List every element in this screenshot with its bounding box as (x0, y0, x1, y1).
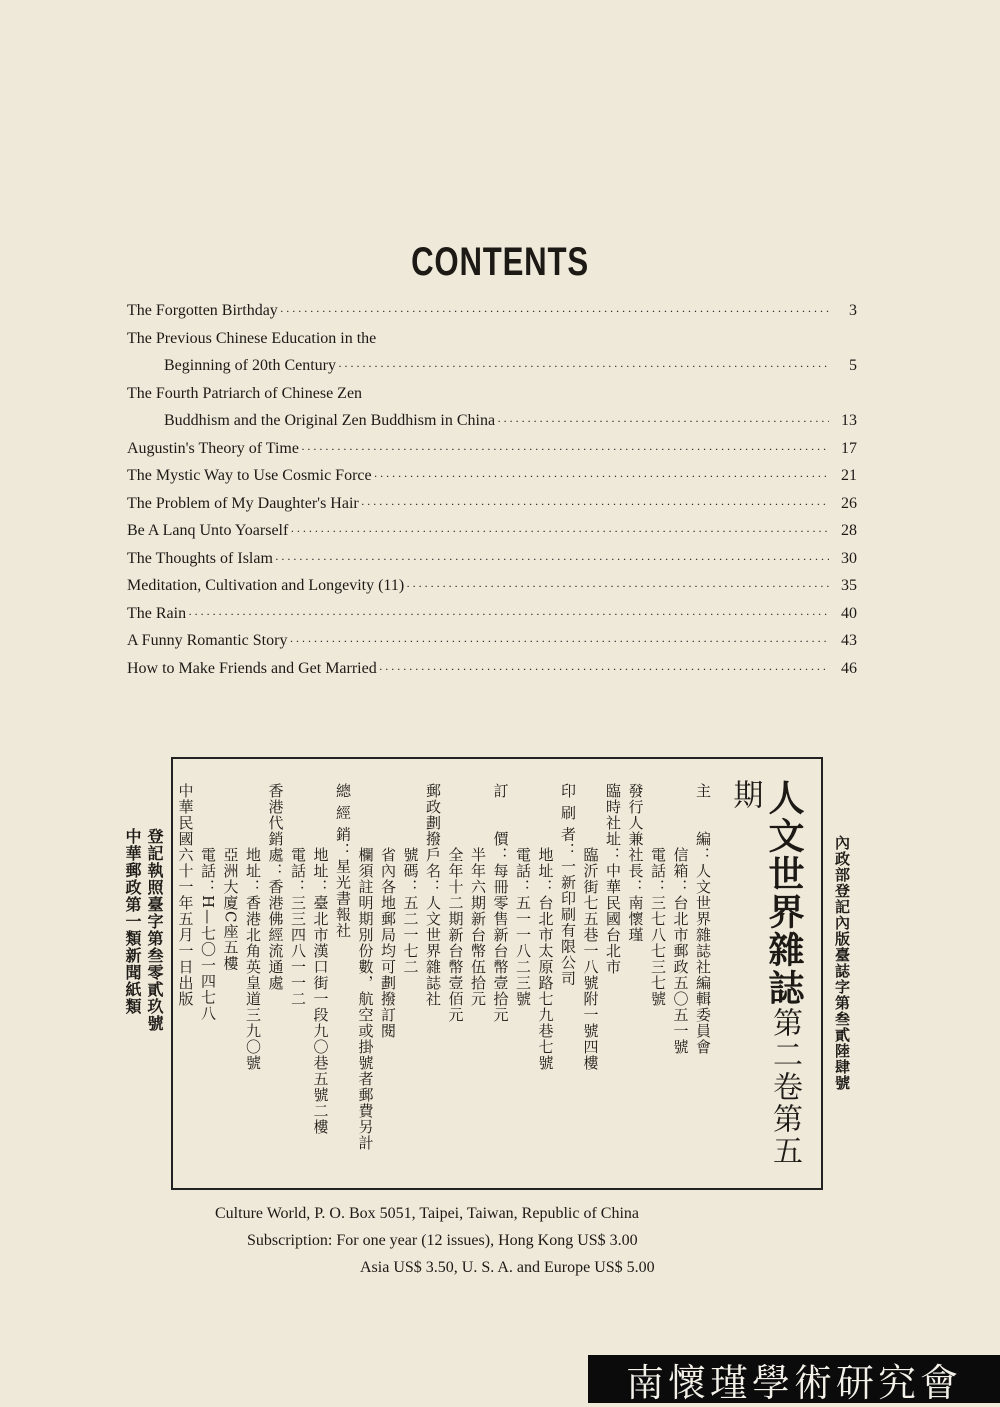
masthead-box (171, 757, 823, 1190)
toc-entry (127, 440, 857, 468)
right-registration: 內政部登記內版臺誌字第叁貳陸肆號 (833, 835, 851, 1091)
toc-entry-title: The Previous Chinese Education in the (127, 329, 377, 347)
toc-page-number: 17 (841, 439, 857, 457)
toc-entry-title: Meditation, Cultivation and Longevity (11) (127, 577, 405, 594)
toc-leader-dots (290, 524, 829, 539)
masthead-info-column: 訂 價：每冊零售新台幣壹拾元 (491, 783, 510, 1023)
toc-entry (127, 302, 857, 330)
masthead-info-column: 發行人兼社長：南懷瑾 (626, 783, 645, 943)
masthead-info-column: 電話：三七八七三七號 (649, 783, 667, 1007)
toc-leader-dots (188, 607, 829, 622)
toc-entry-title: The Problem of My Daughter's Hair (127, 494, 359, 512)
toc-entry (127, 605, 857, 633)
masthead-info-column: 地址：台北市太原路七九巷七號 (536, 783, 555, 1071)
toc-page-number: 28 (841, 522, 857, 539)
toc-entry-title: The Fourth Patriarch of Chinese Zen (127, 384, 363, 402)
masthead-info-column: 電話：H—七〇一四七八 (199, 783, 217, 1022)
toc-leader-dots (374, 469, 829, 484)
masthead-info-column: 臨沂街七五巷一八號附一號四樓 (581, 783, 600, 1071)
toc-entry (127, 467, 857, 495)
toc-page-number: 30 (841, 549, 857, 567)
toc-entry-title: Be A Lanq Unto Yoarself (127, 522, 289, 539)
toc-page-number: 5 (849, 357, 857, 374)
masthead-info-column: 香港代銷處：香港佛經流通處 (266, 783, 285, 991)
toc-page-number: 46 (841, 659, 857, 677)
toc-page-number: 3 (849, 302, 857, 319)
toc-leader-dots (379, 662, 829, 677)
magazine-title: 人文世界雜誌 (763, 779, 805, 1007)
toc-entry (127, 577, 857, 605)
toc-leader-dots (301, 442, 829, 457)
masthead-info-column: 欄須註明期別份數，航空或掛號者郵費另計 (356, 783, 375, 1151)
masthead-info-column: 中華民國六十一年五月一日出版 (176, 783, 195, 1007)
masthead-info-column: 信箱：台北市郵政五〇五一號 (671, 783, 690, 1055)
masthead-info-column: 電話：五一一八二三號 (514, 783, 532, 1007)
contents-heading: CONTENTS (411, 240, 589, 284)
footer-subscription: Subscription: For one year (12 issues), Hong Kong US$ 3.00 (247, 1232, 638, 1249)
toc-leader-dots (361, 497, 829, 512)
masthead-info-column: 地址：臺北市漢口街一段九〇巷五號二樓 (311, 783, 330, 1135)
toc-entry (127, 330, 857, 385)
toc-entry (127, 632, 857, 660)
toc-leader-dots (275, 552, 829, 567)
masthead-info-column: 半年六期新台幣伍拾元 (469, 783, 487, 1007)
toc-entry (127, 522, 857, 550)
masthead-info-column: 省內各地郵局均可劃撥訂閱 (379, 783, 397, 1039)
masthead-info-column: 地址：香港北角英皇道三九〇號 (244, 783, 262, 1071)
toc-page-number: 43 (841, 632, 857, 649)
masthead-info-column: 臨時社址：中華民國台北市 (604, 783, 622, 975)
masthead-info-column: 電話：三三四八一一二 (289, 783, 307, 1007)
masthead-info-column: 全年十二期新台幣壹佰元 (446, 783, 465, 1023)
toc-entry-title: How to Make Friends and Get Married (127, 659, 377, 677)
table-of-contents (127, 302, 857, 687)
toc-leader-dots (406, 579, 829, 594)
toc-leader-dots (497, 414, 829, 429)
toc-page-number: 40 (841, 604, 857, 622)
issue-number: 第二卷第五期 (727, 779, 802, 1167)
toc-entry (127, 385, 857, 440)
left-registration-col2: 中華郵政第一類新聞紙類 (123, 828, 142, 1015)
masthead-info-column: 郵政劃撥戶名：人文世界雜誌社 (424, 783, 442, 1007)
masthead-info-column: 號碼：五二一七二 (401, 783, 420, 975)
toc-leader-dots (280, 304, 829, 319)
toc-leader-dots (338, 359, 829, 374)
toc-entry (127, 495, 857, 523)
toc-page-number: 26 (841, 494, 857, 512)
masthead-title (724, 779, 803, 1188)
toc-entry-title: Buddhism and the Original Zen Buddhism in China (164, 412, 496, 429)
masthead-info-column: 主 編：人文世界雜誌社編輯委員會 (694, 783, 712, 1055)
toc-entry-title: Beginning of 20th Century (164, 357, 336, 374)
toc-page-number: 13 (841, 412, 857, 429)
toc-entry-title: Augustin's Theory of Time (127, 439, 299, 457)
footer-address: Culture World, P. O. Box 5051, Taipei, Taiwan, Republic of China (215, 1205, 639, 1222)
toc-page-number: 35 (841, 577, 857, 594)
toc-entry-title: A Funny Romantic Story (127, 632, 288, 649)
footer-prices: Asia US$ 3.50, U. S. A. and Europe US$ 5.00 (360, 1259, 655, 1276)
toc-entry (127, 660, 857, 688)
masthead-info-column: 亞洲大廈C座五樓 (221, 783, 240, 972)
toc-entry-title: The Mystic Way to Use Cosmic Force (127, 467, 372, 484)
society-banner: 南懷瑾學術研究會 (588, 1355, 1000, 1403)
toc-entry (127, 550, 857, 578)
masthead-info-column: 印 刷 者：一新印刷有限公司 (559, 783, 577, 987)
left-registration-col1: 登記執照臺字第叁零貳玖號 (145, 828, 164, 1032)
toc-page-number: 21 (841, 467, 857, 484)
toc-entry-title: The Thoughts of Islam (127, 549, 273, 567)
toc-leader-dots (289, 634, 829, 649)
toc-entry-title: The Rain (127, 604, 187, 622)
toc-entry-title: The Forgotten Birthday (127, 302, 278, 319)
masthead-info-column: 總 經 銷：星光書報社 (334, 783, 352, 939)
